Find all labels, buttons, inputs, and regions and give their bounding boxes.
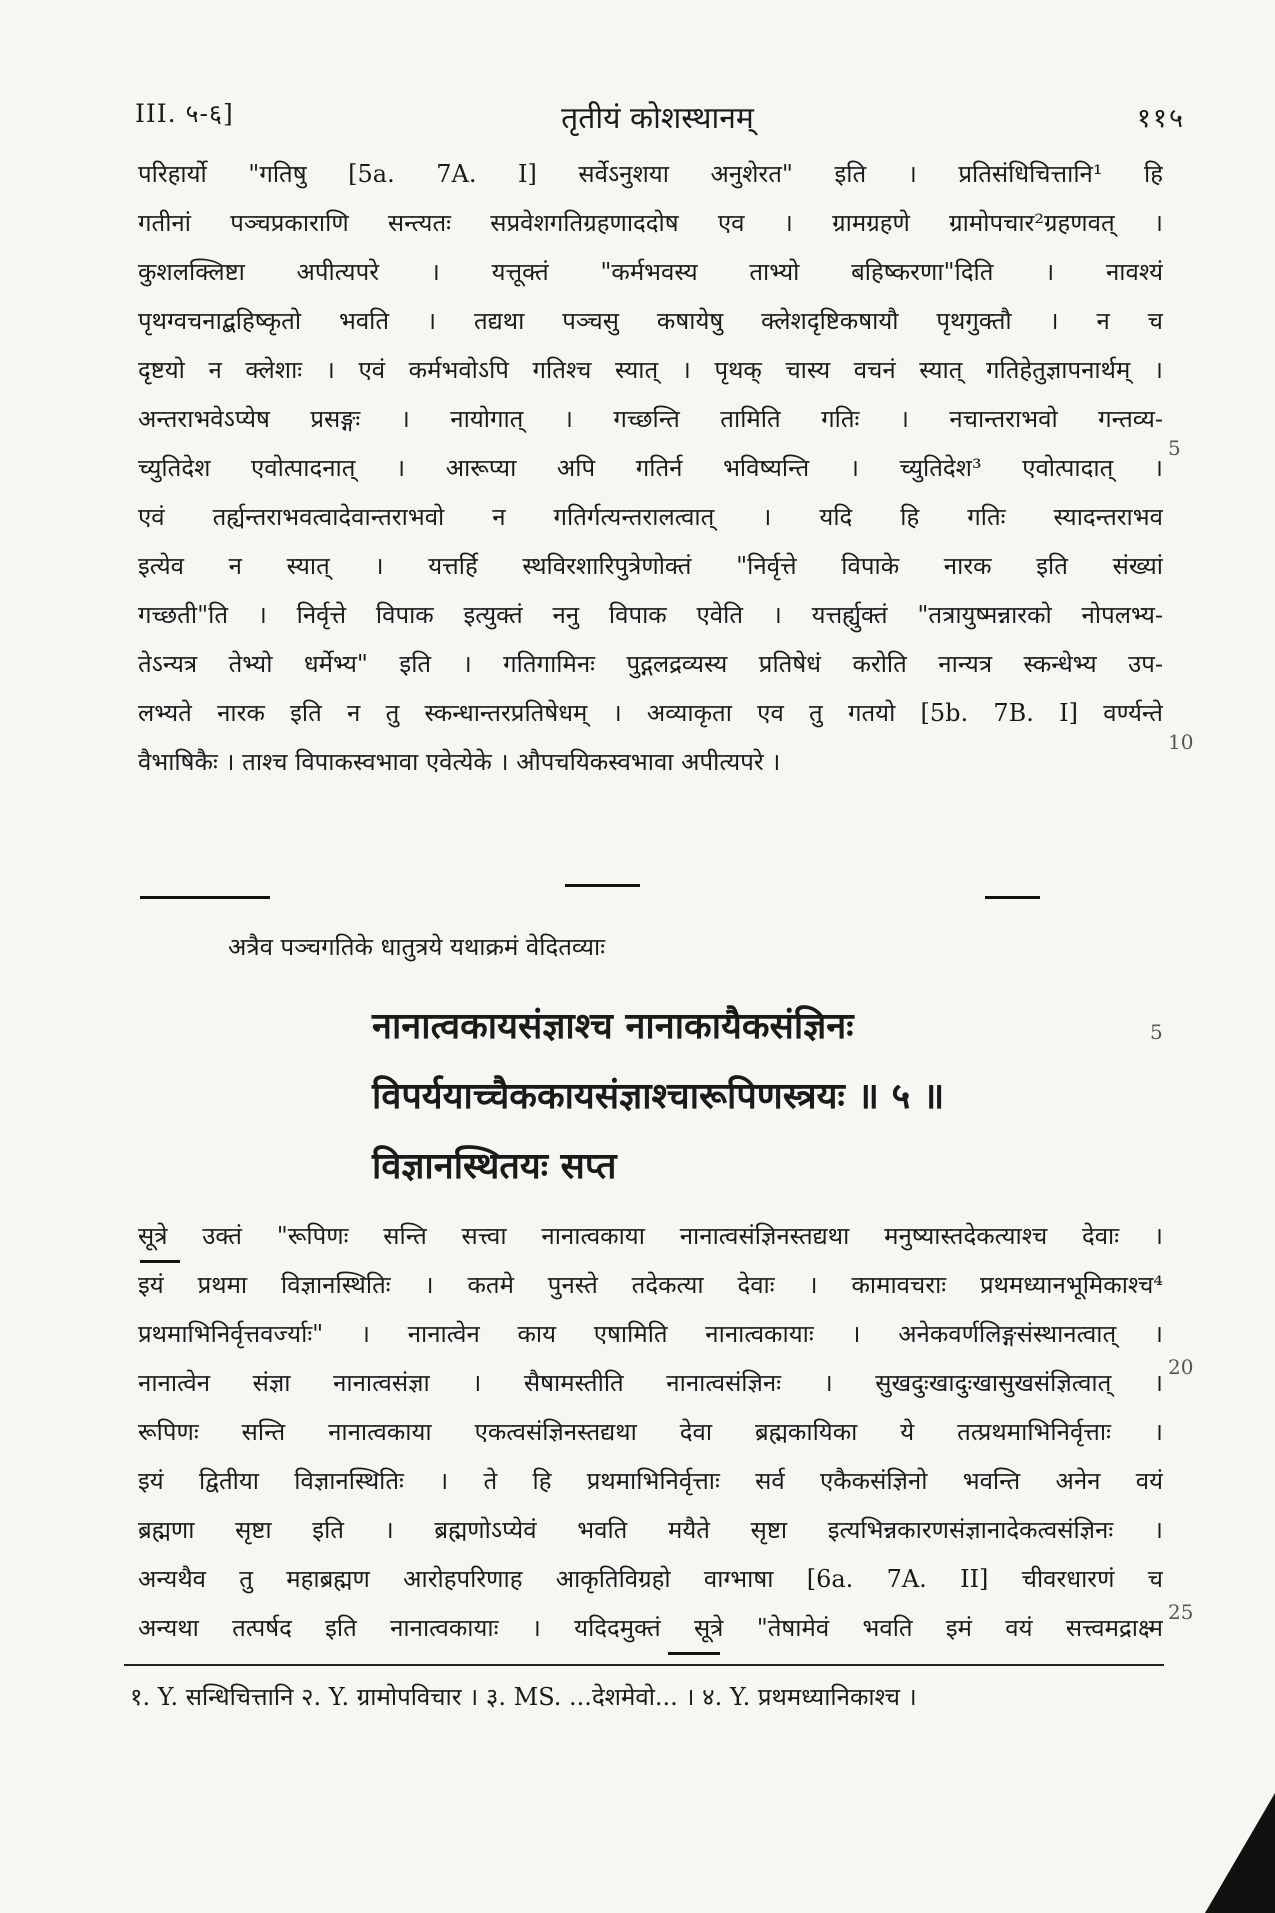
line-number-margin: 20 — [1168, 1355, 1194, 1379]
text-line: सूत्रे उक्तं "रूपिणः सन्ति सत्त्वा नानात्वकाया नानात्वसंज्ञिनस्तद्यथा मनुष्यास्तदेकत्याश्च देवाः । — [138, 1222, 1163, 1250]
text-line: गच्छती"ति । निर्वृत्ते विपाक इत्युक्तं ननु विपाक एवेति । यत्तर्ह्युक्तं "तत्रायुष्मन्नारको नोपलभ्य- — [138, 601, 1163, 629]
karika-verse-line-1: नानात्वकायसंज्ञाश्च नानाकायैकसंज्ञिनः — [372, 1005, 854, 1047]
text-line: रूपिणः सन्ति नानात्वकाया एकत्वसंज्ञिनस्तद्यथा देवा ब्रह्मकायिका ये तत्प्रथमाभिनिर्वृत्ताः । — [138, 1418, 1163, 1446]
underline-mark — [140, 896, 270, 899]
scan-corner-shadow — [1205, 1793, 1275, 1913]
underline-mark — [565, 884, 640, 887]
line-number-margin: 5 — [1168, 436, 1181, 460]
footnotes: १. Y. सन्धिचित्तानि २. Y. ग्रामोपविचार । ३. MS. ...देशमेवो... । ४. Y. प्रथमध्यानिकाश्च । — [130, 1683, 917, 1711]
text-line: दृष्टयो न क्लेशाः । एवं कर्मभवोऽपि गतिश्च स्यात् । पृथक् चास्य वचनं स्यात् गतिहेतुज्ञापनार्थम् । — [138, 356, 1163, 384]
running-title: तृतीयं कोशस्थानम् — [561, 101, 754, 136]
line-number-margin: 10 — [1168, 730, 1194, 754]
line-number-margin: 5 — [1150, 1020, 1163, 1044]
text-line: एवं तर्ह्यन्तराभवत्वादेवान्तराभवो न गतिर्गत्यन्तरालत्वात् । यदि हि गतिः स्यादन्तराभव — [138, 503, 1163, 531]
text-line: इत्येव न स्यात् । यत्तर्हि स्थविरशारिपुत्रेणोक्तं "निर्वृत्ते विपाके नारक इति संख्यां — [138, 552, 1163, 580]
text-line: इयं द्वितीया विज्ञानस्थितिः । ते हि प्रथमाभिनिर्वृत्ताः सर्व एकैकसंज्ञिनो भवन्ति अनेन वयं — [138, 1467, 1163, 1495]
text-line: तेऽन्यत्र तेभ्यो धर्मेभ्य" इति । गतिगामिनः पुद्गलद्रव्यस्य प्रतिषेधं करोति नान्यत्र स्कन्धेभ्य उप- — [138, 650, 1163, 678]
footnote-separator — [124, 1664, 1164, 1666]
underline-mark — [985, 896, 1040, 899]
text-line: परिहार्यो "गतिषु [5a. 7A. I] सर्वेऽनुशया अनुशेरत" इति । प्रतिसंधिचित्तानि¹ हि — [138, 160, 1163, 188]
page-number: ११५ — [1136, 103, 1185, 134]
text-line: अन्यथैव तु महाब्रह्मण आरोहपरिणाह आकृतिविग्रहो वाग्भाषा [6a. 7A. II] चीवरधारणं च — [138, 1565, 1163, 1593]
text-line: पृथग्वचनाद्बहिष्कृतो भवति । तद्यथा पञ्चसु कषायेषु क्लेशदृष्टिकषायौ पृथगुक्तौ । न च — [138, 307, 1163, 335]
text-line: कुशलक्लिष्टा अपीत्यपरे । यत्तूक्तं "कर्मभवस्य ताभ्यो बहिष्करणा"दिति । नावश्यं — [138, 258, 1163, 286]
text-line: च्युतिदेश एवोत्पादनात् । आरूप्या अपि गतिर्न भविष्यन्ति । च्युतिदेश³ एवोत्पादात् । — [138, 454, 1163, 482]
text-line: वैभाषिकैः । ताश्च विपाकस्वभावा एवेत्येके । औपचयिकस्वभावा अपीत्यपरे । — [138, 748, 781, 776]
karika-verse-line-2: विपर्ययाच्चैककायसंज्ञाश्चारूपिणस्त्रयः ॥ ५ ॥ — [372, 1075, 945, 1117]
text-line: नानात्वेन संज्ञा नानात्वसंज्ञा । सैषामस्तीति नानात्वसंज्ञिनः । सुखदुःखादुःखासुखसंज्ञित्वात् । — [138, 1369, 1163, 1397]
commentary-paragraph-2 — [138, 1212, 1163, 1653]
verse-intro-line: अत्रैव पञ्चगतिके धातुत्रये यथाक्रमं वेदितव्याः — [228, 933, 606, 961]
chapter-verse-ref: III. ५-६] — [135, 99, 234, 128]
text-line: ब्रह्मणा सृष्टा इति । ब्रह्मणोऽप्येवं भवति मयैते सृष्टा इत्यभिन्नकारणसंज्ञानादेकत्वसंज्ञिनः । — [138, 1516, 1163, 1544]
text-line: गतीनां पञ्चप्रकाराणि सन्त्यतः सप्रवेशगतिग्रहणाददोष एव । ग्रामग्रहणे ग्रामोपचार²ग्रहणवत् । — [138, 209, 1163, 237]
text-line: अन्तराभवेऽप्येष प्रसङ्गः । नायोगात् । गच्छन्ति तामिति गतिः । नचान्तराभवो गन्तव्य- — [138, 405, 1163, 433]
text-line: प्रथमाभिनिर्वृत्तवर्ज्याः" । नानात्वेन काय एषामिति नानात्वकायाः । अनेकवर्णलिङ्गसंस्थानत्वात् । — [138, 1320, 1163, 1348]
page-header — [130, 96, 1185, 146]
text-line: इयं प्रथमा विज्ञानस्थितिः । कतमे पुनस्ते तदेकत्या देवाः । कामावचराः प्रथमध्यानभूमिकाश्च⁴ — [138, 1271, 1163, 1299]
text-line: लभ्यते नारक इति न तु स्कन्धान्तरप्रतिषेधम् । अव्याकृता एव तु गतयो [5b. 7B. I] वर्ण्यन्ते — [138, 699, 1163, 727]
karika-verse-line-3: विज्ञानस्थितयः सप्त — [372, 1145, 617, 1187]
commentary-paragraph-1 — [138, 150, 1163, 787]
underline-mark — [140, 1260, 180, 1263]
underline-mark — [668, 1652, 720, 1655]
line-number-margin: 25 — [1168, 1600, 1194, 1624]
text-line: अन्यथा तत्पर्षद इति नानात्वकायाः । यदिदमुक्तं सूत्रे "तेषामेवं भवति इमं वयं सत्त्वमद्राक्ष्म — [138, 1614, 1163, 1642]
